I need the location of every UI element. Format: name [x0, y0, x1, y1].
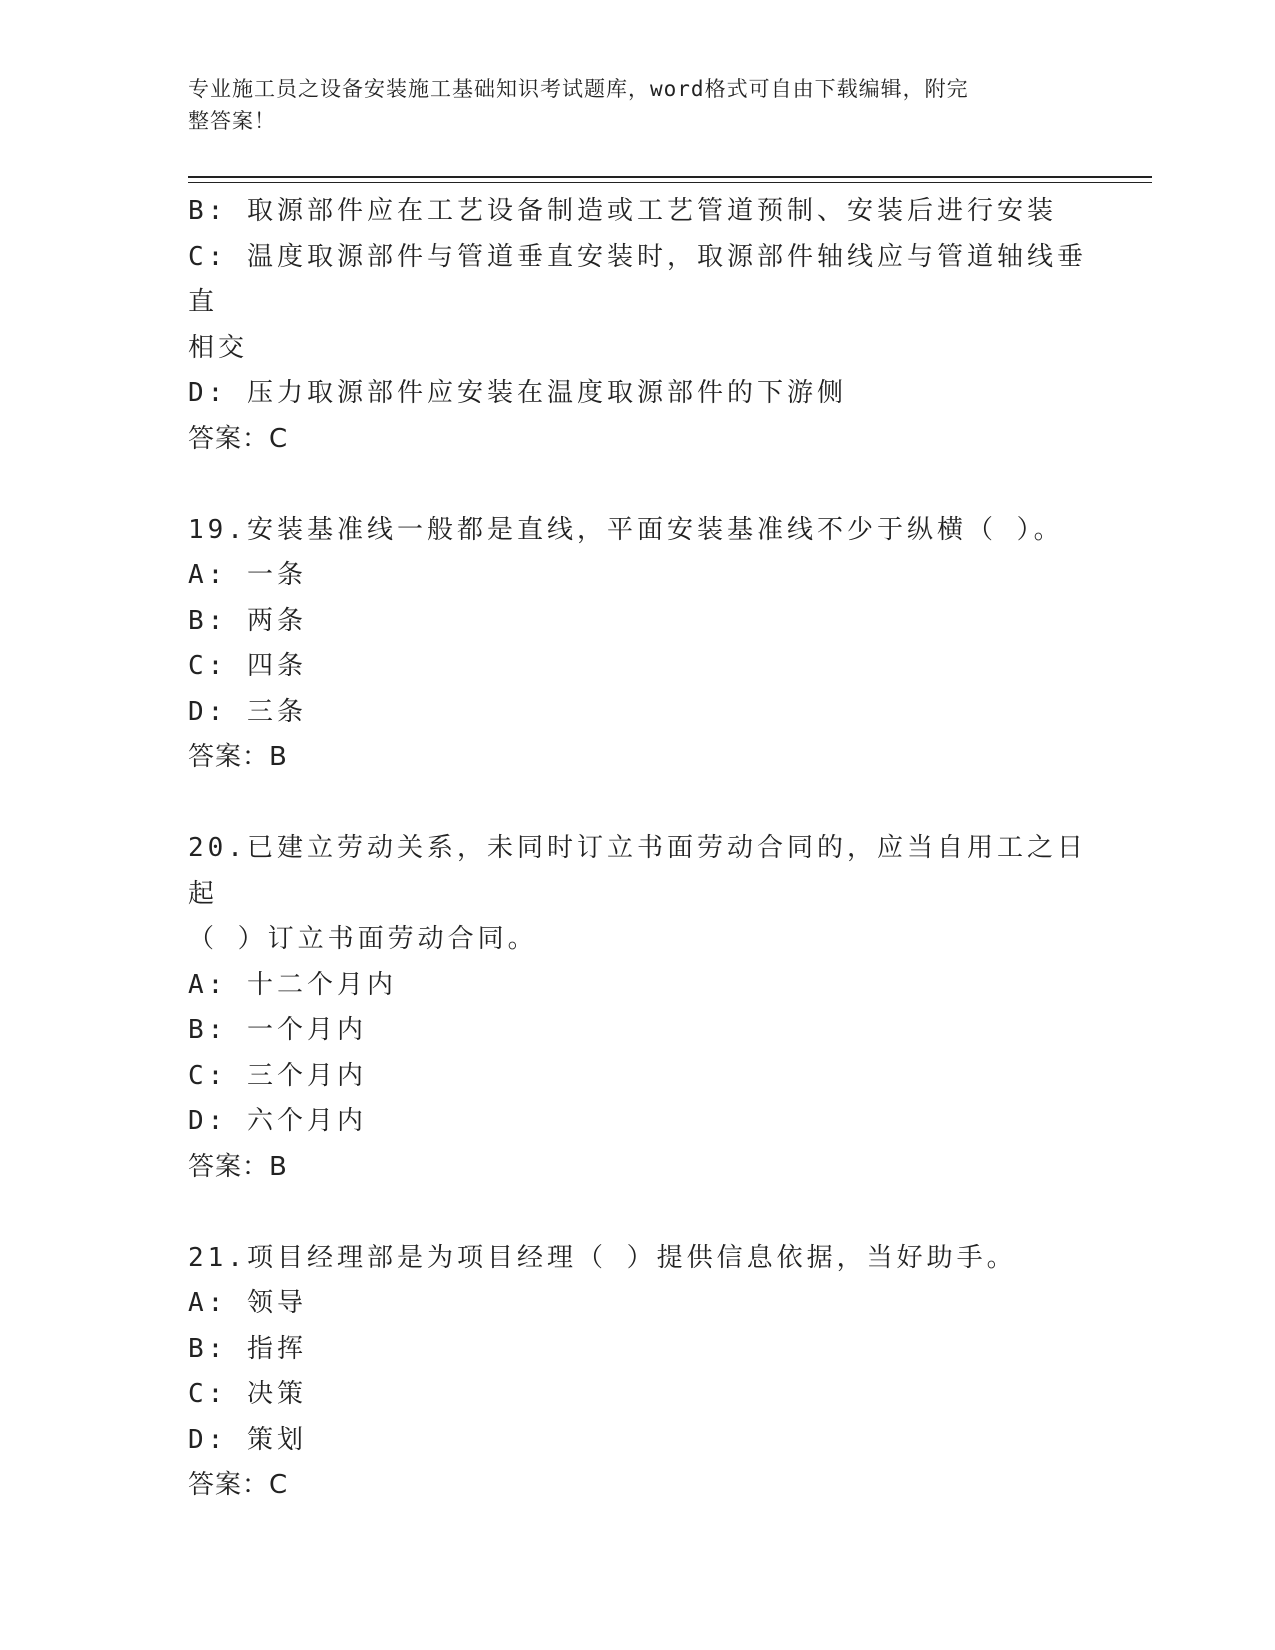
header-line-2: 整答案！: [188, 109, 276, 133]
question-19: [188, 508, 1088, 781]
q21-option-b: B: 指挥: [188, 1333, 307, 1364]
document-header: [188, 73, 1068, 137]
q20-stem-line-2: （ ）订立书面劳动合同。: [188, 924, 538, 954]
q20-option-d: D: 六个月内: [188, 1106, 367, 1136]
q19-option-c: C: 四条: [188, 651, 307, 681]
q20-stem-line-1: 20.已建立劳动关系，未同时订立书面劳动合同的，应当自用工之日起: [188, 833, 1087, 909]
q19-option-b: B: 两条: [188, 605, 307, 636]
q18-answer: 答案：C: [188, 423, 289, 454]
q19-answer: 答案：B: [188, 742, 288, 772]
q19-stem: 19.安装基准线一般都是直线，平面安装基准线不少于纵横（ ）。: [188, 514, 1064, 545]
q20-option-a: A: 十二个月内: [188, 969, 397, 1000]
header-divider-thin: [188, 182, 1152, 183]
q18-option-c-line-1: C: 温度取源部件与管道垂直安装时，取源部件轴线应与管道轴线垂直: [188, 241, 1087, 317]
spacer: [188, 462, 1088, 508]
q19-option-d: D: 三条: [188, 696, 307, 727]
question-20: [188, 826, 1088, 1190]
header-divider-thick: [188, 176, 1152, 178]
q21-stem: 21.项目经理部是为项目经理（ ）提供信息依据，当好助手。: [188, 1242, 1017, 1273]
q20-option-c: C: 三个月内: [188, 1060, 367, 1091]
q20-answer: 答案：B: [188, 1151, 288, 1182]
q18-option-c-line-2: 相交: [188, 332, 249, 363]
header-line-1: 专业施工员之设备安装施工基础知识考试题库，word格式可自由下载编辑，附完: [188, 77, 969, 101]
spacer: [188, 1190, 1088, 1236]
q21-option-c: C: 决策: [188, 1379, 307, 1409]
q21-answer: 答案：C: [188, 1470, 289, 1500]
spacer: [188, 781, 1088, 827]
question-18-tail: [188, 189, 1088, 462]
q18-option-b: B: 取源部件应在工艺设备制造或工艺管道预制、安装后进行安装: [188, 196, 1057, 226]
q21-option-a: A: 领导: [188, 1288, 307, 1318]
q18-option-d: D: 压力取源部件应安装在温度取源部件的下游侧: [188, 378, 847, 408]
question-21: [188, 1236, 1088, 1509]
question-list: [188, 189, 1088, 1509]
q19-option-a: A: 一条: [188, 560, 307, 590]
q21-option-d: D: 策划: [188, 1424, 307, 1455]
q20-option-b: B: 一个月内: [188, 1015, 367, 1045]
